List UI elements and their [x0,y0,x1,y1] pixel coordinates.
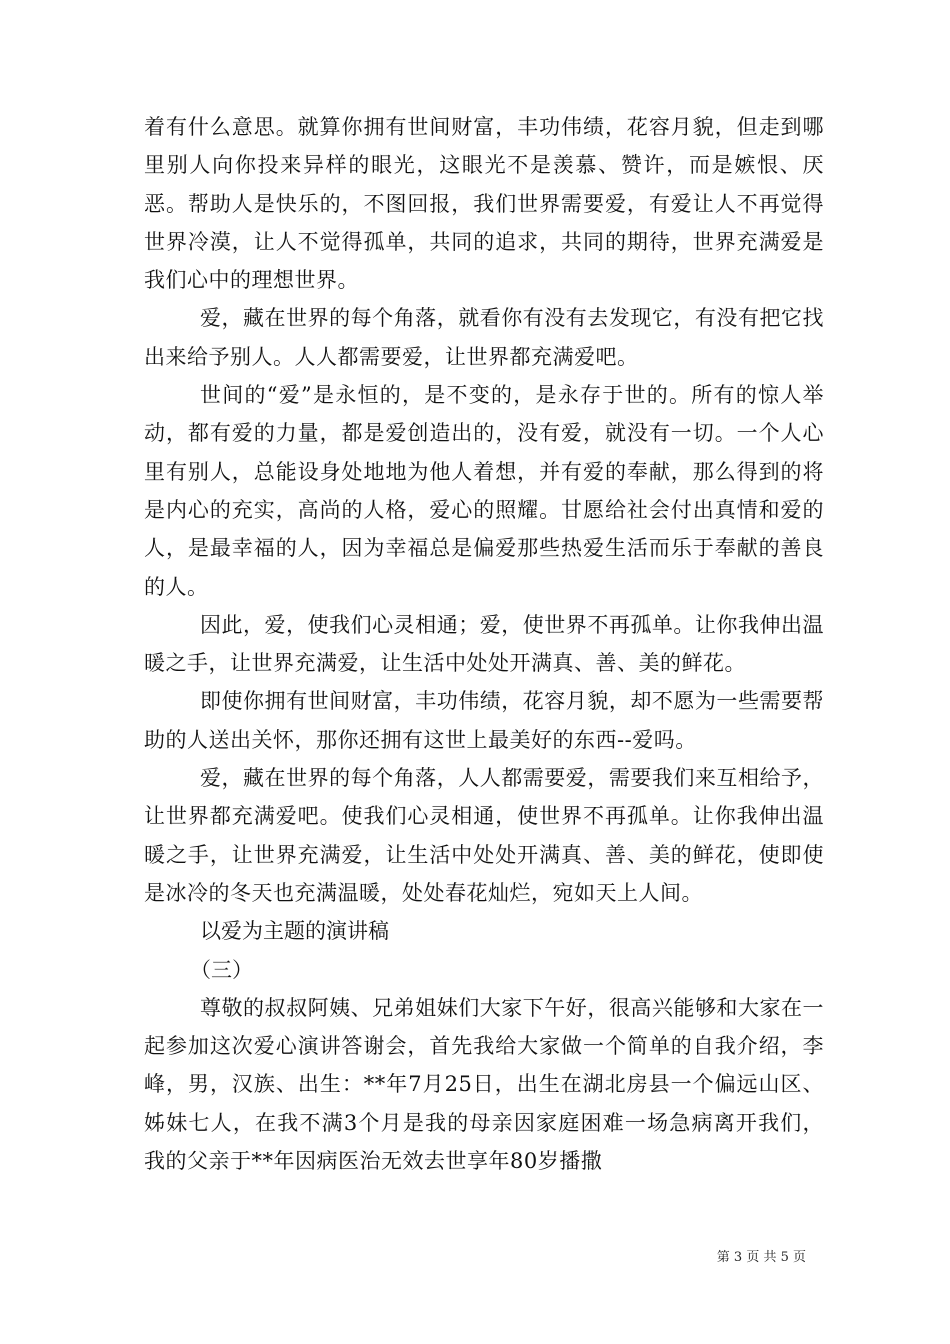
paragraph-eternal-love: 世间的“爱”是永恒的，是不变的，是永存于世的。所有的惊人举动，都有爱的力量，都是爱创造出的，没有爱，就没有一切。一个人心里有别人，总能设身处地地为他人着想，并有爱的奉献，那么得到的将是内心的充实，高尚的人格，爱心的照耀。甘愿给社会付出真情和爱的人，是最幸福的人，因为幸福总是偏爱那些热爱生活而乐于奉献的善良的人。 [144,383,824,599]
paragraph-greeting: 尊敬的叔叔阿姨、兄弟姐妹们大家下午好，很高兴能够和大家在一起参加这次爱心演讲答谢会，首先我给大家做一个简单的自我介绍，李峰，男，汉族、出生：**年7月25日，出生在湖北房县一个偏远山区、姊妹七人，在我不满3个月是我的母亲因家庭困难一场急病离开我们，我的父亲于**年因病医治无效去世享年80岁播撒 [144,995,824,1174]
paragraph-even-if: 即使你拥有世间财富，丰功伟绩，花容月貌，却不愿为一些需要帮助的人送出关怀，那你还拥有这世上最美好的东西--爱吗。 [144,689,824,752]
section-number: （三） [190,957,253,982]
paragraph-every-corner: 爱，藏在世界的每个角落，人人都需要爱，需要我们来互相给予，让世界都充满爱吧。使我们心灵相通，使世界不再孤单。让你我伸出温暖之手，让世界充满爱，让生活中处处开满真、善、美的鲜花，使即使是冰冷的冬天也充满温暖，处处春花灿烂，宛如天上人间。 [144,766,824,905]
page-number-footer: 第 3 页 共 5 页 [716,1250,806,1265]
speech-subtitle: 以爱为主题的演讲稿 [200,919,389,944]
document-body [144,108,824,1180]
paragraph-therefore: 因此，爱，使我们心灵相通；爱，使世界不再孤单。让你我伸出温暖之手，让世界充满爱，让生活中处处开满真、善、美的鲜花。 [144,612,824,676]
paragraph-love-hidden: 爱，藏在世界的每个角落，就看你有没有去发现它，有没有把它找出来给予别人。人人都需要爱，让世界都充满爱吧。 [144,306,824,369]
paragraph-continuation: 着有什么意思。就算你拥有世间财富，丰功伟绩，花容月貌，但走到哪里别人向你投来异样的眼光，这眼光不是羡慕、赞许，而是嫉恨、厌恶。帮助人是快乐的，不图回报，我们世界需要爱，有爱让人不再觉得世界冷漠，让人不觉得孤单，共同的追求，共同的期待，世界充满爱是我们心中的理想世界。 [144,115,824,293]
